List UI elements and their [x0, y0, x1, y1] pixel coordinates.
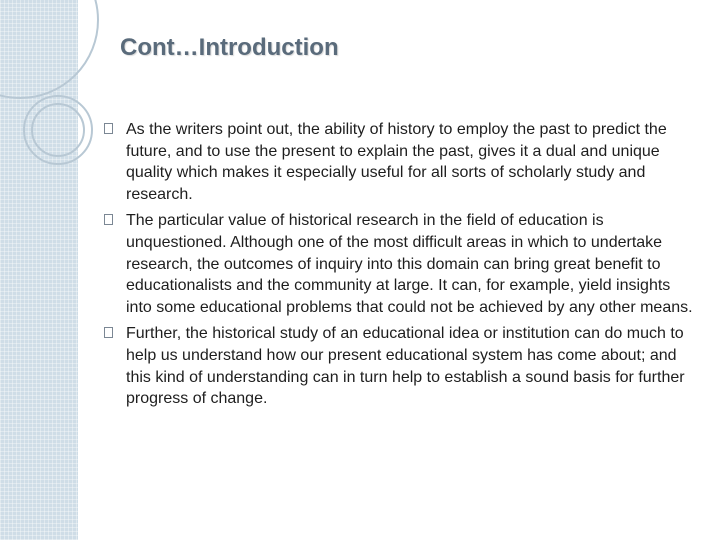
- slide-title: Cont…Introduction: [120, 34, 339, 61]
- square-bullet-icon: [104, 214, 113, 225]
- square-bullet-icon: [104, 123, 113, 134]
- bullet-text: As the writers point out, the ability of history to employ the past to predict the future, and to use the present to explain the past, gives it a dual and unique quality which makes it especially useful for all sorts of scholarly study and research.: [126, 121, 667, 203]
- square-bullet-icon: [104, 327, 113, 338]
- list-item: [104, 119, 700, 205]
- bullet-text: Further, the historical study of an educational idea or institution can do much to help us understand how our present educational system has come about; and this kind of understanding can in turn help to establish a sound basis for further progress of change.: [126, 325, 685, 408]
- list-item: [104, 210, 700, 318]
- bullet-text: The particular value of historical research in the field of education is unquestioned. Although one of the most difficult areas in which to undertake research, the outcomes of inquiry into this domain can bring great benefit to educationalists and the community at large. It can, for example, yield insights into some educational problems that could not be achieved by any other means.: [126, 212, 693, 316]
- bullet-list: [104, 119, 700, 415]
- list-item: [104, 323, 700, 409]
